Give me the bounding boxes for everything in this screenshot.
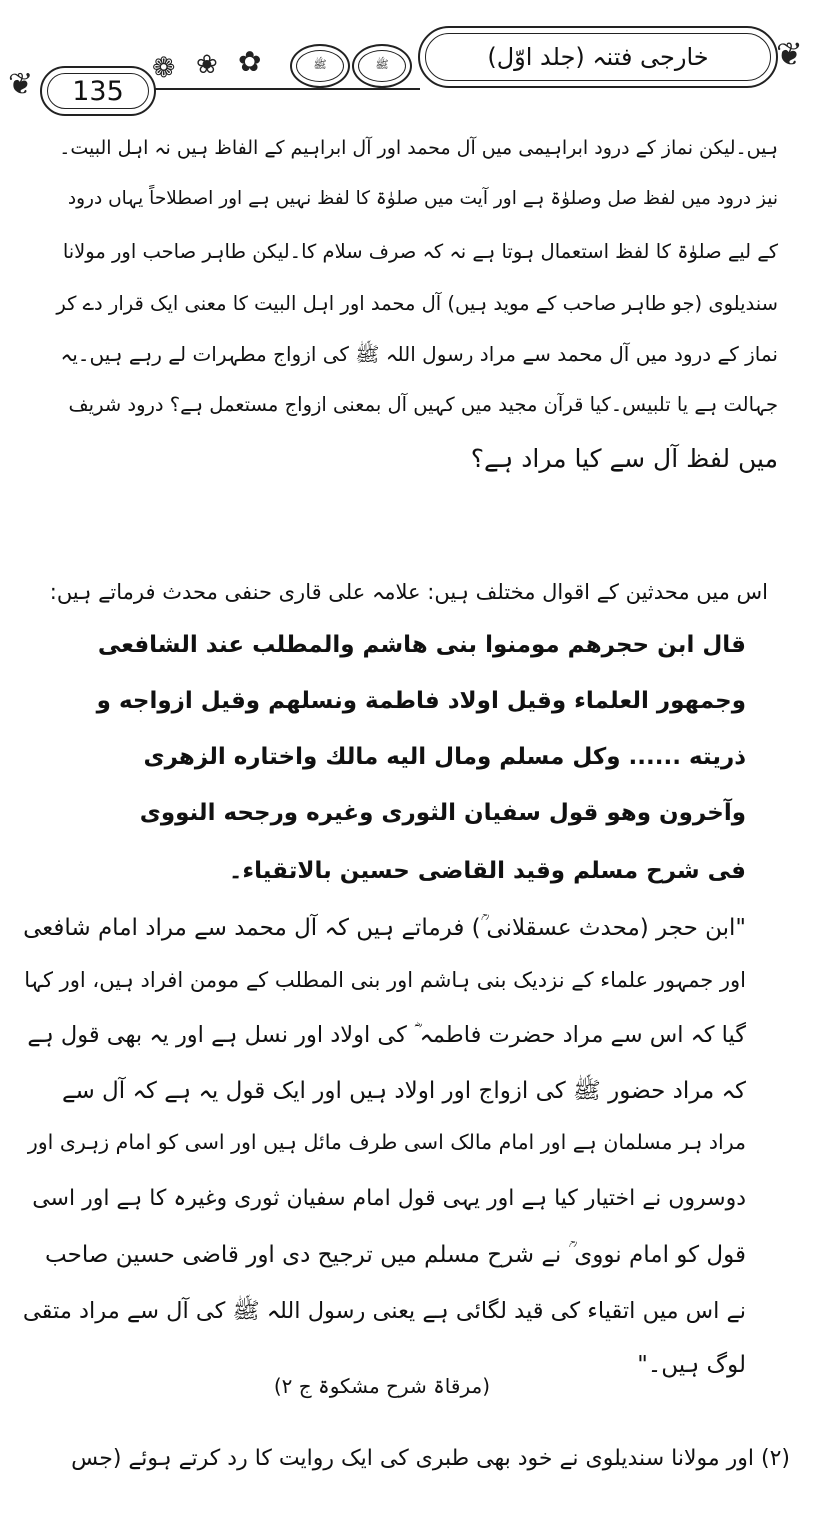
- translation-line: کہ مراد حضور ﷺ کی ازواج اور اولاد ہیں اور ایک قول یہ ہے کہ آل سے: [61, 1078, 746, 1104]
- quote-intro: اس میں محدثین کے اقوال مختلف ہیں: علامہ علی قاری حنفی محدث فرماتے ہیں:: [49, 580, 768, 604]
- paragraph-line: نماز کے درود میں آل محمد سے مراد رسول اللہ ﷺ کی ازواج مطہرات لے رہے ہیں۔یہ: [60, 342, 778, 366]
- paragraph-line: ہیں۔لیکن نماز کے درود ابراہیمی میں آل محمد اور آل ابراہیم کے الفاظ ہیں نہ اہل البیت۔: [59, 137, 778, 159]
- arabic-quote-line: قال ابن حجرهم مومنوا بنی هاشم والمطلب عند الشافعی: [97, 632, 746, 658]
- paragraph-line: سندیلوی (جو طاہر صاحب کے موید ہیں) آل محمد اور اہل البیت کا معنی ایک قرار دے کر: [56, 292, 778, 315]
- floral-ornament-icon: ❁: [152, 51, 176, 84]
- calligraphy-seal-right: ﷺ: [352, 44, 412, 88]
- header-rule: [152, 88, 420, 90]
- title-cartouche: [418, 26, 778, 88]
- floral-ornament-icon: ✿: [238, 45, 262, 78]
- page-header: [0, 0, 830, 115]
- citation: (مرقاۃ شرح مشکوۃ ج ۲): [273, 1374, 490, 1398]
- floral-ornament-icon: ❦: [8, 67, 34, 102]
- translation-line: "ابن حجر (محدث عسقلانی ؒ) فرماتے ہیں کہ آل محمد سے مراد امام شافعی: [23, 915, 746, 941]
- translation-line: مراد ہر مسلمان ہے اور امام مالک اسی طرف مائل ہیں اور اسی کو امام زہری اور: [27, 1130, 746, 1154]
- arabic-quote-line: وجمهور العلماء وقيل اولاد فاطمة ونسلهم وقيل ازواجه و: [96, 688, 746, 714]
- page-number: 135: [72, 75, 124, 107]
- floral-ornament-icon: ❀: [196, 50, 218, 80]
- running-title: خارجی فتنہ (جلد اوّل): [487, 43, 709, 71]
- paragraph-line: کے لیے صلوٰۃ کا لفظ استعمال ہوتا ہے نہ کہ صرف سلام کا۔لیکن طاہر صاحب اور مولانا: [62, 240, 778, 263]
- paragraph-line: نیز درود میں لفظ صل وصلوٰۃ ہے اور آیت میں صلوٰۃ کا لفظ نہیں ہے اور اصطلاحاً یہاں درود: [67, 188, 778, 209]
- translation-line: گیا کہ اس سے مراد حضرت فاطمہ ؓ کی اولاد اور نسل ہے اور یہ بھی قول ہے: [27, 1022, 746, 1048]
- arabic-quote-line: ذريته ...... وكل مسلم ومال اليه مالك واختاره الزهری: [143, 744, 746, 770]
- translation-line: لوگ ہیں۔": [637, 1352, 746, 1378]
- translation-line: اور جمہور علماء کے نزدیک بنی ہاشم اور بنی المطلب کے مومن افراد ہیں، اور کہا: [24, 968, 746, 992]
- translation-line: نے اس میں اتقیاء کی قید لگائی ہے یعنی رسول اللہ ﷺ کی آل سے مراد متقی: [22, 1298, 746, 1324]
- arabic-quote-line: وآخرون وهو قول سفيان الثوری وغيره ورجحه النووی: [139, 800, 746, 826]
- numbered-point: (۲) اور مولانا سندیلوی نے خود بھی طبری کی ایک روایت کا رد کرتے ہوئے (جس: [71, 1446, 790, 1471]
- paragraph-line: میں لفظ آل سے کیا مراد ہے؟: [470, 444, 778, 473]
- calligraphy-seal-left: ﷺ: [290, 44, 350, 88]
- page-number-cartouche: [40, 66, 156, 116]
- translation-line: دوسروں نے اختیار کیا ہے اور یہی قول امام سفیان ثوری وغیرہ کا ہے اور اسی: [32, 1186, 746, 1211]
- paragraph-line: جہالت ہے یا تلبیس۔کیا قرآن مجید میں کہیں آل بمعنی ازواج مستعمل ہے؟ درود شریف: [68, 393, 778, 416]
- floral-ornament-icon: ❦: [776, 35, 803, 73]
- translation-line: قول کو امام نووی ؒ نے شرح مسلم میں ترجیح دی اور قاضی حسین صاحب: [45, 1242, 746, 1268]
- arabic-quote-line: فی شرح مسلم وقيد القاضی حسين بالاتقياء۔: [228, 858, 746, 884]
